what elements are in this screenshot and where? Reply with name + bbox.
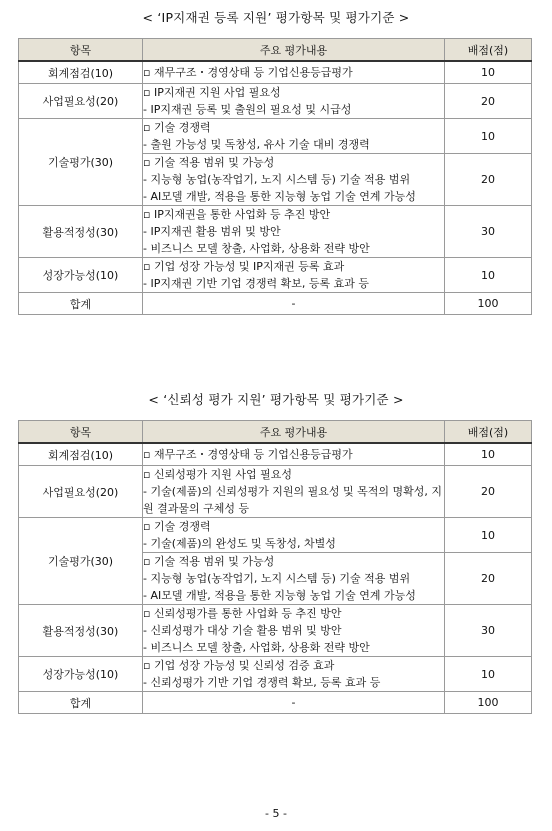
evaluation-table-reliability	[18, 420, 532, 714]
content-line: - 기술(제품)의 신뢰성평가 지원의 필요성 및 목적의 명확성, 지원 결과물의 구체성 등	[143, 485, 443, 515]
header-score: 배점(점)	[445, 39, 532, 62]
content-line: ▫ IP지재권을 통한 사업화 등 추진 방안	[143, 208, 331, 221]
content-line: - IP지재권 등록 및 출원의 필요성 및 시급성	[143, 103, 352, 116]
content-cell: -	[143, 293, 445, 315]
score-cell: 10	[445, 119, 532, 154]
evaluation-table-ip	[18, 38, 532, 315]
content-line: - 기술(제품)의 완성도 및 독창성, 차별성	[143, 537, 336, 550]
header-category: 항목	[19, 421, 143, 444]
content-line: ▫ 재무구조・경영상태 등 기업신용등급평가	[143, 66, 353, 79]
table-row	[19, 657, 532, 692]
content-line: ▫ 재무구조・경영상태 등 기업신용등급평가	[143, 448, 353, 461]
header-content: 주요 평가내용	[143, 39, 445, 62]
table-row	[19, 206, 532, 258]
content-line: ▫ IP지재권 지원 사업 필요성	[143, 86, 281, 99]
category-cell: 활용적정성(30)	[19, 605, 143, 657]
content-cell	[143, 258, 445, 293]
category-cell: 회계점검(10)	[19, 443, 143, 466]
content-line: ▫ 기술 경쟁력	[143, 121, 211, 134]
score-cell: 30	[445, 206, 532, 258]
total-row	[19, 692, 532, 714]
table-row	[19, 84, 532, 119]
content-cell	[143, 119, 445, 154]
content-line: - IP지재권 활용 범위 및 방안	[143, 225, 281, 238]
score-cell: 30	[445, 605, 532, 657]
score-cell: 10	[445, 657, 532, 692]
category-cell: 기술평가(30)	[19, 119, 143, 206]
content-cell	[143, 61, 445, 84]
content-line: ▫ 기술 경쟁력	[143, 520, 211, 533]
table-row	[19, 258, 532, 293]
score-cell: 20	[445, 553, 532, 605]
content-cell	[143, 466, 445, 518]
table-row	[19, 466, 532, 518]
header-score: 배점(점)	[445, 421, 532, 444]
score-cell: 20	[445, 154, 532, 206]
content-cell	[143, 657, 445, 692]
score-cell: 10	[445, 518, 532, 553]
content-line: ▫ 기술 적용 범위 및 가능성	[143, 555, 275, 568]
category-cell: 회계점검(10)	[19, 61, 143, 84]
table-row	[19, 61, 532, 84]
category-cell: 합계	[19, 293, 143, 315]
table-row	[19, 518, 532, 553]
content-line: - IP지재권 기반 기업 경쟁력 확보, 등록 효과 등	[143, 277, 369, 290]
page-number: - 5 -	[265, 807, 287, 820]
content-line: - AI모델 개발, 적용을 통한 지능형 농업 기술 연계 가능성	[143, 190, 416, 203]
content-cell	[143, 605, 445, 657]
content-line: ▫ 신뢰성평가 지원 사업 필요성	[143, 468, 292, 481]
table-title-reliability: < ‘신뢰성 평가 지원’ 평가항목 및 평가기준 >	[148, 392, 404, 407]
content-line: ▫ 기업 성장 가능성 및 IP지재권 등록 효과	[143, 260, 345, 273]
header-category: 항목	[19, 39, 143, 62]
table-title-ip: < ‘IP지재권 등록 지원’ 평가항목 및 평가기준 >	[142, 10, 410, 25]
content-line: - 출원 가능성 및 독창성, 유사 기술 대비 경쟁력	[143, 138, 370, 151]
category-cell: 성장가능성(10)	[19, 258, 143, 293]
category-cell: 합계	[19, 692, 143, 714]
total-row	[19, 293, 532, 315]
category-cell: 성장가능성(10)	[19, 657, 143, 692]
category-cell: 사업필요성(20)	[19, 466, 143, 518]
content-cell	[143, 553, 445, 605]
content-line: ▫ 기술 적용 범위 및 가능성	[143, 156, 275, 169]
table-row	[19, 443, 532, 466]
content-line: - 신뢰성평가 기반 기업 경쟁력 확보, 등록 효과 등	[143, 676, 381, 689]
category-cell: 사업필요성(20)	[19, 84, 143, 119]
table-row	[19, 605, 532, 657]
table-row	[19, 119, 532, 154]
content-line: - AI모델 개발, 적용을 통한 지능형 농업 기술 연계 가능성	[143, 589, 416, 602]
score-cell: 10	[445, 61, 532, 84]
score-cell: 20	[445, 84, 532, 119]
content-cell	[143, 154, 445, 206]
content-line: - 지능형 농업(농작업기, 노지 시스템 등) 기술 적용 범위	[143, 173, 411, 186]
category-cell: 기술평가(30)	[19, 518, 143, 605]
content-line: - 지능형 농업(농작업기, 노지 시스템 등) 기술 적용 범위	[143, 572, 411, 585]
content-cell	[143, 518, 445, 553]
score-cell: 10	[445, 258, 532, 293]
score-cell: 100	[445, 293, 532, 315]
content-line: ▫ 기업 성장 가능성 및 신뢰성 검증 효과	[143, 659, 335, 672]
content-line: - 비즈니스 모델 창출, 사업화, 상용화 전략 방안	[143, 641, 370, 654]
score-cell: 20	[445, 466, 532, 518]
score-cell: 100	[445, 692, 532, 714]
content-line: - 신뢰성평가 대상 기술 활용 범위 및 방안	[143, 624, 342, 637]
content-cell	[143, 84, 445, 119]
category-cell: 활용적정성(30)	[19, 206, 143, 258]
content-line: ▫ 신뢰성평가를 통한 사업화 등 추진 방안	[143, 607, 342, 620]
content-line: - 비즈니스 모델 창출, 사업화, 상용화 전략 방안	[143, 242, 370, 255]
score-cell: 10	[445, 443, 532, 466]
content-cell: -	[143, 692, 445, 714]
header-content: 주요 평가내용	[143, 421, 445, 444]
content-cell	[143, 206, 445, 258]
content-cell	[143, 443, 445, 466]
